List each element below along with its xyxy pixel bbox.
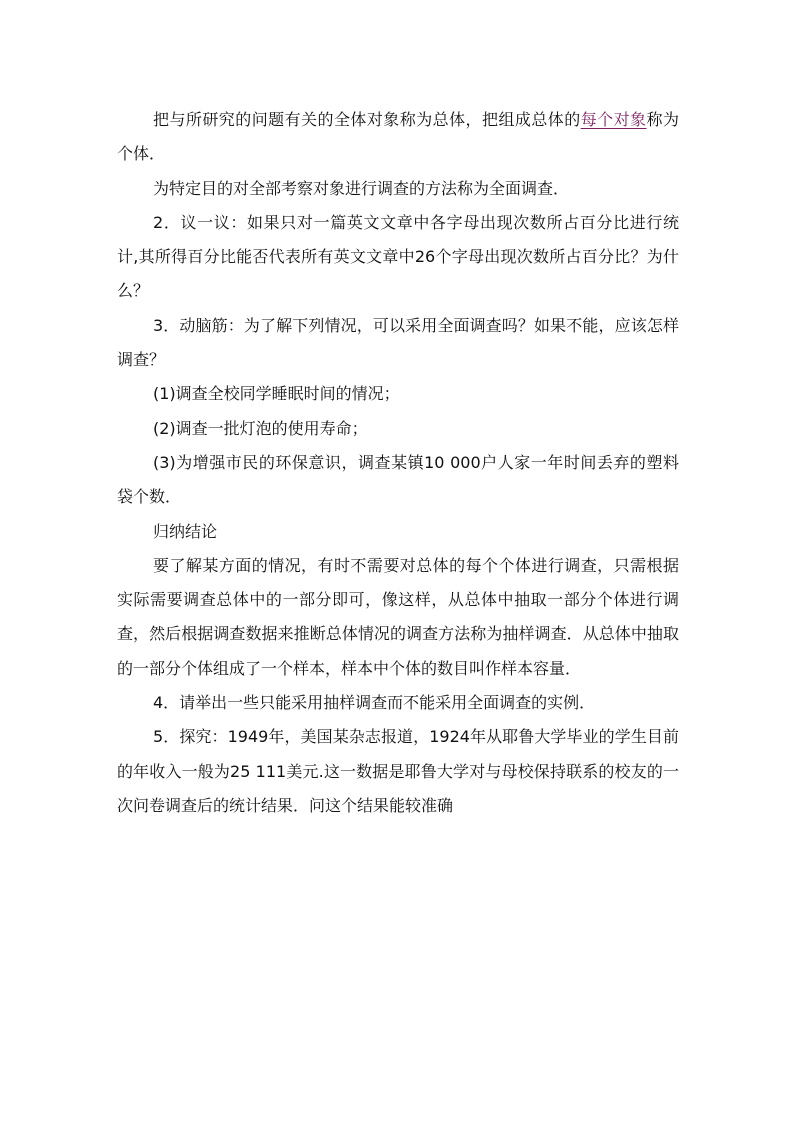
paragraph-sampling-definition: 要了解某方面的情况，有时不需要对总体的每个个体进行调查，只需根据实际需要调查总体中的一部分即可，像这样，从总体中抽取一部分个体进行调查，然后根据调查数据来推断总体情况的调查方法称为抽样调查．从总体中抽取的一部分个体组成了一个样本，样本中个体的数目叫作样本容量． <box>117 555 679 678</box>
paragraph-yale-exploration: 5．探究：1949年，美国某杂志报道，1924年从耶鲁大学毕业的学生目前的年收入一般为25 111美元.这一数据是耶鲁大学对与母校保持联系的校友的一次问卷调查后的统计结果．问这个结果能较准确 <box>117 727 679 815</box>
list-item-bulb-lifespan: (2)调查一批灯泡的使用寿命； <box>153 418 368 438</box>
individual-text: 称为个体． <box>117 110 679 164</box>
each-object-link[interactable]: 每个对象 <box>580 110 647 129</box>
paragraph-discussion-question: 2．议一议：如果只对一篇英文文章中各字母出现次数所占百分比进行统计,其所得百分比能否代表所有英文文章中26个字母出现次数所占百分比？为什么？ <box>117 212 679 301</box>
paragraph-population-definition <box>117 103 679 172</box>
paragraph-census-definition: 为特定目的对全部考察对象进行调查的方法称为全面调查． <box>153 178 570 198</box>
population-text: 把与所研究的问题有关的全体对象称为总体，把组成总体的 <box>153 110 581 129</box>
document-page <box>117 103 679 823</box>
list-item-sleep-survey: (1)调查全校同学睡眠时间的情况； <box>153 384 400 404</box>
list-item-plastic-bags: (3)为增强市民的环保意识，调查某镇10 000户人家一年时间丢弃的塑料袋个数． <box>117 452 679 507</box>
section-heading-conclusion: 归纳结论 <box>153 521 218 541</box>
paragraph-sampling-examples: 4．请举出一些只能采用抽样调查而不能采用全面调查的实例． <box>153 693 596 713</box>
paragraph-brainstorm-question: 3．动脑筋：为了解下列情况，可以采用全面调查吗？如果不能，应该怎样调查？ <box>117 315 679 370</box>
